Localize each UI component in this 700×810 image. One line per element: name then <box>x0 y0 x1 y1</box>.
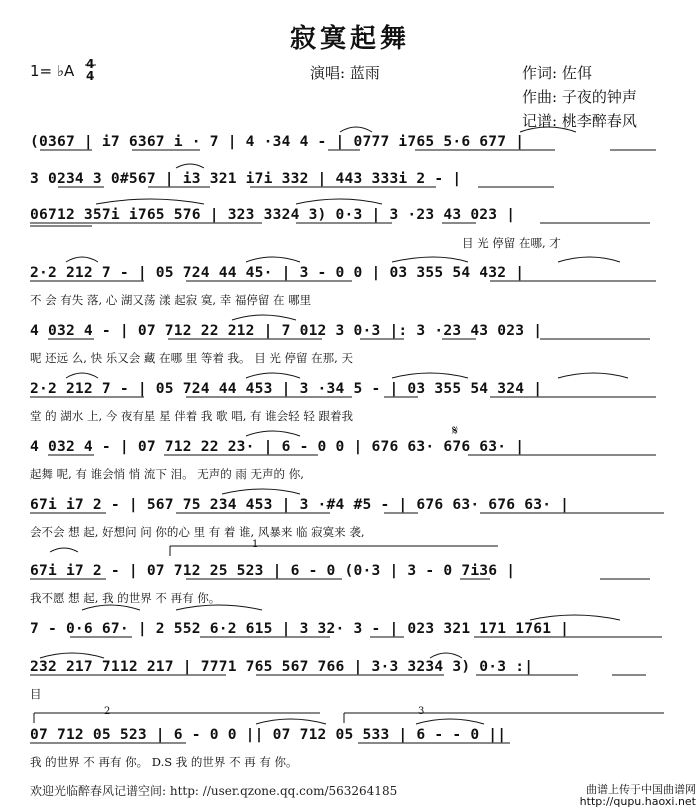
notation-row-12: 07 712 05 523 | 6 - 0 0 || 07 712 05 533 | 6 - - 0 || <box>30 726 507 743</box>
volta-second-number: 2 <box>104 706 111 717</box>
watermark-line-2: http://qupu.haoxi.net <box>579 795 696 808</box>
notation-row-11: 232 217 7112 217 | 7771 765 567 766 | 3·3 3234 3) 0·3 :| <box>30 658 534 675</box>
key-signature: 1= ♭A <box>30 62 75 80</box>
notation-row-1: (0367 | i7 6367 i · 7 | 4 ·34 4 - | 0777 i765 5·6 677 | <box>30 133 525 150</box>
lyric-row-9: 我不愿 想 起, 我 的世界 不 再有 你。 <box>30 591 221 605</box>
underline-beams <box>30 150 664 743</box>
composer-credit: 作曲: 子夜的钟声 <box>522 88 637 106</box>
lyric-row-8: 会不会 想 起, 好想问 问 你的心 里 有 着 谁, 风暴来 临 寂寞来 袭, <box>30 525 365 539</box>
notation-row-3: 06712 357i i765 576 | 323 3324 3) 0·3 | 3 ·23 43 023 | <box>30 206 516 223</box>
segno-sign: 𝄋 <box>452 423 459 439</box>
lyric-row-5: 呢 还远 么, 快 乐又会 藏 在哪 里 等着 我。 目 光 停留 在那, 天 <box>30 351 353 365</box>
watermark-line-1: 曲谱上传于中国曲谱网 <box>586 783 696 796</box>
notation-row-8: 67i i7 2 - | 567 75 234 453 | 3 ·#4 #5 - | 676 63· 676 63· | <box>30 496 570 513</box>
footer-text: 欢迎光临醉春风记谱空间: http: //user.qzone.qq.com/563264185 <box>30 784 398 798</box>
transcriber-credit: 记谱: 桃李醉春风 <box>522 112 637 130</box>
time-signature-top: 4 <box>86 57 95 71</box>
lyric-row-4: 不 会 有失 落, 心 湖又荡 漾 起寂 寞, 幸 福停留 在 哪里 <box>30 293 312 307</box>
notation-row-5: 4 032 4 - | 07 712 22 212 | 7 012 3 0·3 |: 3 ·23 43 023 | <box>30 322 543 339</box>
notation-row-6: 2·2 212 7 - | 05 724 44 453 | 3 ·34 5 - | 03 355 54 324 | <box>30 380 543 397</box>
lyricist-credit: 作词: 佐佴 <box>522 64 592 82</box>
song-title: 寂寞起舞 <box>289 24 410 54</box>
lyric-row-6: 堂 的 湖水 上, 今 夜有星 星 伴着 我 歌 唱, 有 谁会轻 轻 跟着我 <box>30 409 353 423</box>
volta-third-number: 3 <box>418 706 425 717</box>
lyric-row-3: 目 光 停留 在哪, 才 <box>462 236 561 250</box>
lyric-row-11: 目 <box>30 687 42 701</box>
notation-row-4: 2·2 212 7 - | 05 724 44 45· | 3 - 0 0 | 03 355 54 432 | <box>30 264 525 281</box>
volta-brackets <box>34 546 664 723</box>
notation-row-10: 7 - 0·6 67· | 2 552 6·2 615 | 3 32· 3 - | 023 321 171 1761 | <box>30 620 570 637</box>
slur-ties <box>40 127 628 724</box>
singer-credit: 演唱: 蓝雨 <box>310 64 380 82</box>
notation-row-7: 4 032 4 - | 07 712 22 23· | 6 - 0 0 | 676 63· 676 63· | <box>30 438 525 455</box>
lyric-row-12: 我 的世界 不 再有 你。 D.S 我 的世界 不 再 有 你。 <box>30 755 298 769</box>
time-signature-bottom: 4 <box>86 69 95 83</box>
volta-first-number: 1 <box>252 539 259 550</box>
notation-row-2: 3 0234 3 0#567 | i3 321 i7i 332 | 443 333i 2 - | <box>30 170 462 187</box>
notation-row-9: 67i i7 2 - | 07 712 25 523 | 6 - 0 (0·3 | 3 - 0 7i36 | <box>30 562 516 579</box>
lyric-row-7: 起舞 呢, 有 谁会悄 悄 流下 泪。 无声的 雨 无声的 你, <box>30 467 304 481</box>
